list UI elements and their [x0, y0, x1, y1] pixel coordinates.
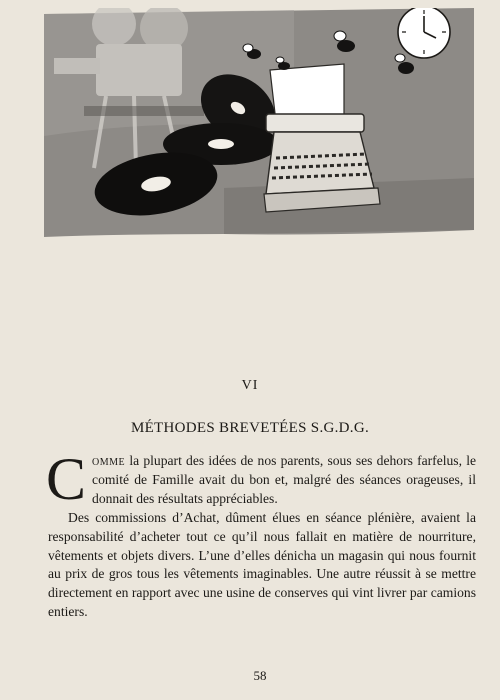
paragraph	[46, 446, 476, 512]
first-word-smallcaps: omme	[92, 453, 126, 468]
wall-clock-icon	[398, 8, 450, 58]
page-number: 58	[253, 668, 267, 683]
chapter-number: VI	[241, 378, 259, 393]
chapter-body	[46, 446, 476, 622]
paragraph: Des commissions d’Achat, dûment élues en séance plénière, avaient la responsabilité d’acheter tout ce qu’il nous fallait en matière de nourriture, vêtements et objets divers. L’une d’elles dénicha un magasin qui nous fournit au prix de gros tous les vêtements imaginables. Une autre réussit à se mettre directement en rapport avec une usine de conserves qui vint livrer par camions entiers.	[48, 509, 476, 620]
chapter-illustration	[44, 8, 474, 240]
chapter-title: MÉTHODES BREVETÉES S.G.D.G.	[130, 420, 370, 436]
drop-cap: C	[46, 446, 87, 512]
paragraph-text: la plupart des idées de nos parents, sous ses dehors farfelus, le comité de Famille avait du bon et, malgré des séances orageuses, il donnait des résultats appréciables.	[92, 453, 476, 506]
